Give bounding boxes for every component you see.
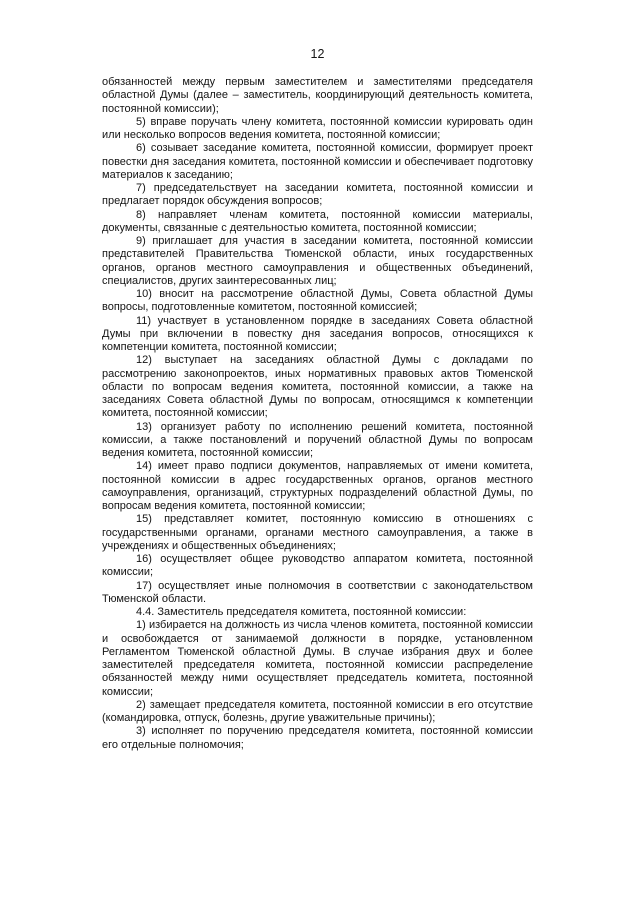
paragraph: 7) председательствует на заседании комитета, постоянной комиссии и предлагает порядок обсуждения вопросов;: [102, 182, 533, 208]
paragraph: 10) вносит на рассмотрение областной Думы, Совета областной Думы вопросы, подготовленные комитетом, постоянной комиссией;: [102, 288, 533, 314]
paragraph: 17) осуществляет иные полномочия в соответствии с законодательством Тюменской области.: [102, 579, 533, 605]
paragraph: 9) приглашает для участия в заседании комитета, постоянной комиссии представителей Правительства Тюменской области, иных государственных органов, органов местного самоуправления и общественных объединений, специалистов, других заинтересованных лиц;: [102, 235, 533, 287]
paragraph: 15) представляет комитет, постоянную комиссию в отношениях с государственными органами, органами местного самоуправления, а также в учреждениях и общественных объединениях;: [102, 513, 533, 552]
paragraph: 8) направляет членам комитета, постоянной комиссии материалы, документы, связанные с деятельностью комитета, постоянной комиссии;: [102, 208, 533, 234]
paragraph: 2) замещает председателя комитета, постоянной комиссии в его отсутствие (командировка, отпуск, болезнь, другие уважительные причины);: [102, 698, 533, 724]
paragraph: обязанностей между первым заместителем и заместителями председателя областной Думы (далее – заместитель, координирующий деятельность комитета, постоянной комиссии);: [102, 76, 533, 115]
paragraph: 5) вправе поручать члену комитета, постоянной комиссии курировать один или несколько вопросов ведения комитета, постоянной комиссии;: [102, 115, 533, 141]
paragraph: 6) созывает заседание комитета, постоянной комиссии, формирует проект повестки дня заседания комитета, постоянной комиссии и обеспечивает подготовку материалов к заседанию;: [102, 142, 533, 181]
page-number: 12: [310, 47, 325, 61]
document-body: [102, 76, 533, 752]
paragraph: 16) осуществляет общее руководство аппаратом комитета, постоянной комиссии;: [102, 553, 533, 579]
paragraph: 14) имеет право подписи документов, направляемых от имени комитета, постоянной комиссии в адрес государственных органов, органов местного самоуправления, организаций, структурных подразделений областной Думы, по вопросам ведения комитета, постоянной комиссии;: [102, 460, 533, 512]
paragraph: 4.4. Заместитель председателя комитета, постоянной комиссии:: [136, 606, 467, 618]
paragraph: 3) исполняет по поручению председателя комитета, постоянной комиссии его отдельные полномочия;: [102, 725, 533, 751]
paragraph: 11) участвует в установленном порядке в заседаниях Совета областной Думы при включении в повестку дня заседания вопросов, относящихся к компетенции комитета, постоянной комиссии;: [102, 314, 533, 353]
paragraph: 13) организует работу по исполнению решений комитета, постоянной комиссии, а также постановлений и поручений областной Думы по вопросам ведения комитета, постоянной комиссии;: [102, 420, 533, 459]
paragraph: 1) избирается на должность из числа членов комитета, постоянной комиссии и освобождается от занимаемой должности в порядке, установленном Регламентом Тюменской областной Думы. В случае избрания двух и более заместителей председателя комитета, постоянной комиссии распределение обязанностей между ними осуществляет председатель комитета, постоянной комиссии;: [102, 619, 533, 698]
paragraph: 12) выступает на заседаниях областной Думы с докладами по рассмотрению законопроектов, иных нормативных правовых актов Тюменской области по вопросам ведения комитета, постоянной комиссии, а также на заседаниях Совета областной Думы по вопросам, относящимся к компетенции комитета, постоянной комиссии;: [102, 354, 533, 420]
